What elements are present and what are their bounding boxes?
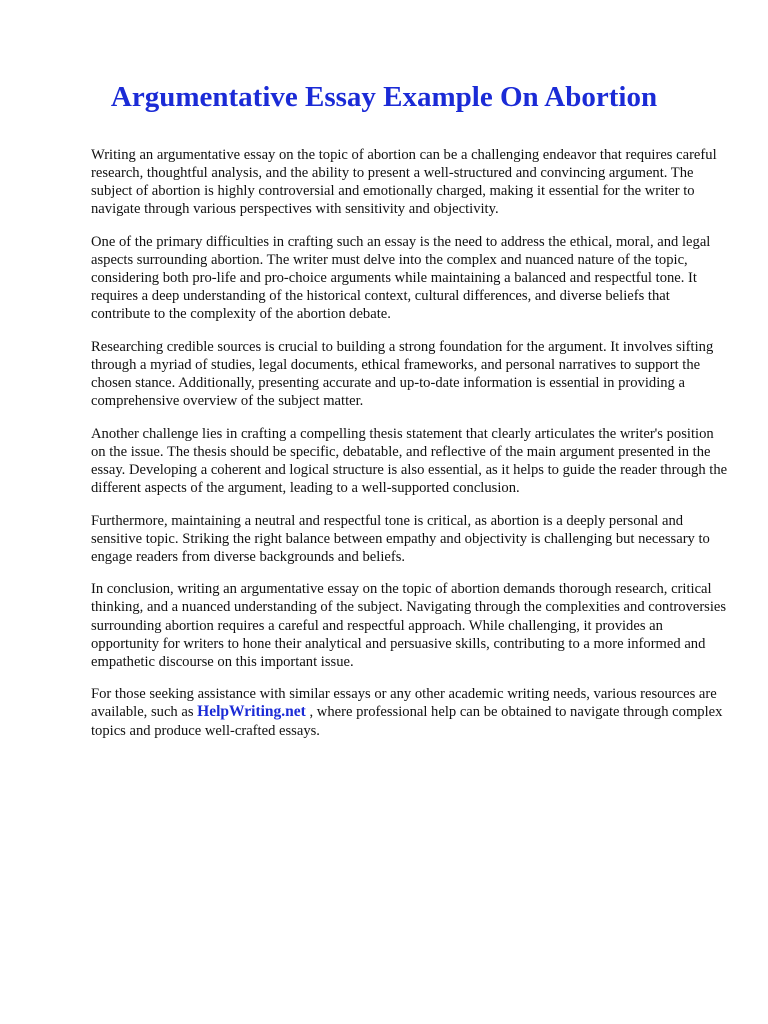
paragraph-2: One of the primary difficulties in crafting such an essay is the need to address the ethical, moral, and legal aspects surrounding abortion. The writer must delve into the complex and nuanced nature of the topic, considering both pro-life and pro-choice arguments while maintaining a balanced and respectful tone. It requires a deep understanding of the historical context, cultural differences, and diverse beliefs that contribute to the complexity of the abortion debate. [91,233,711,323]
essay-body [91,146,731,754]
closing-text-after-link: , where professional help can be obtained to navigate through complex topics and produce well-crafted essays. [91,704,723,739]
paragraph-6: In conclusion, writing an argumentative essay on the topic of abortion demands thorough research, critical thinking, and a nuanced understanding of the subject. Navigating through the complexities and controversies surrounding abortion requires a careful and respectful approach. While challenging, it provides an opportunity for writers to hone their analytical and persuasive skills, contributing to a more informed and empathetic discourse on this important issue. [91,581,727,670]
page-title: Argumentative Essay Example On Abortion [110,81,658,113]
paragraph-3: Researching credible sources is crucial to building a strong foundation for the argument. It involves sifting through a myriad of studies, legal documents, ethical frameworks, and personal narratives to support the chosen stance. Additionally, presenting accurate and up-to-date information is essential in providing a comprehensive overview of the subject matter. [91,338,714,410]
paragraph-5: Furthermore, maintaining a neutral and respectful tone is critical, as abortion is a deeply personal and sensitive topic. Striking the right balance between empathy and objectivity is challenging but necessary to engage readers from diverse backgrounds and beliefs. [91,512,710,565]
paragraph-4: Another challenge lies in crafting a compelling thesis statement that clearly articulates the writer's position on the issue. The thesis should be specific, debatable, and reflective of the main argument presented in the essay. Developing a coherent and logical structure is also essential, as it helps to guide the reader through the different aspects of the argument, leading to a well-supported conclusion. [91,425,728,496]
closing-text-before-link: For those seeking assistance with similar essays or any other academic writing needs, various resources are available, such as [91,686,717,721]
paragraph-1: Writing an argumentative essay on the topic of abortion can be a challenging endeavor that requires careful research, thoughtful analysis, and the ability to present a well-structured and convincing argument. The subject of abortion is highly controversial and emotionally charged, making it essential for the writer to navigate through various perspectives with sensitivity and objectivity. [91,147,717,218]
closing-paragraph [91,685,731,739]
helpwriting-link[interactable]: HelpWriting.net [197,703,306,721]
